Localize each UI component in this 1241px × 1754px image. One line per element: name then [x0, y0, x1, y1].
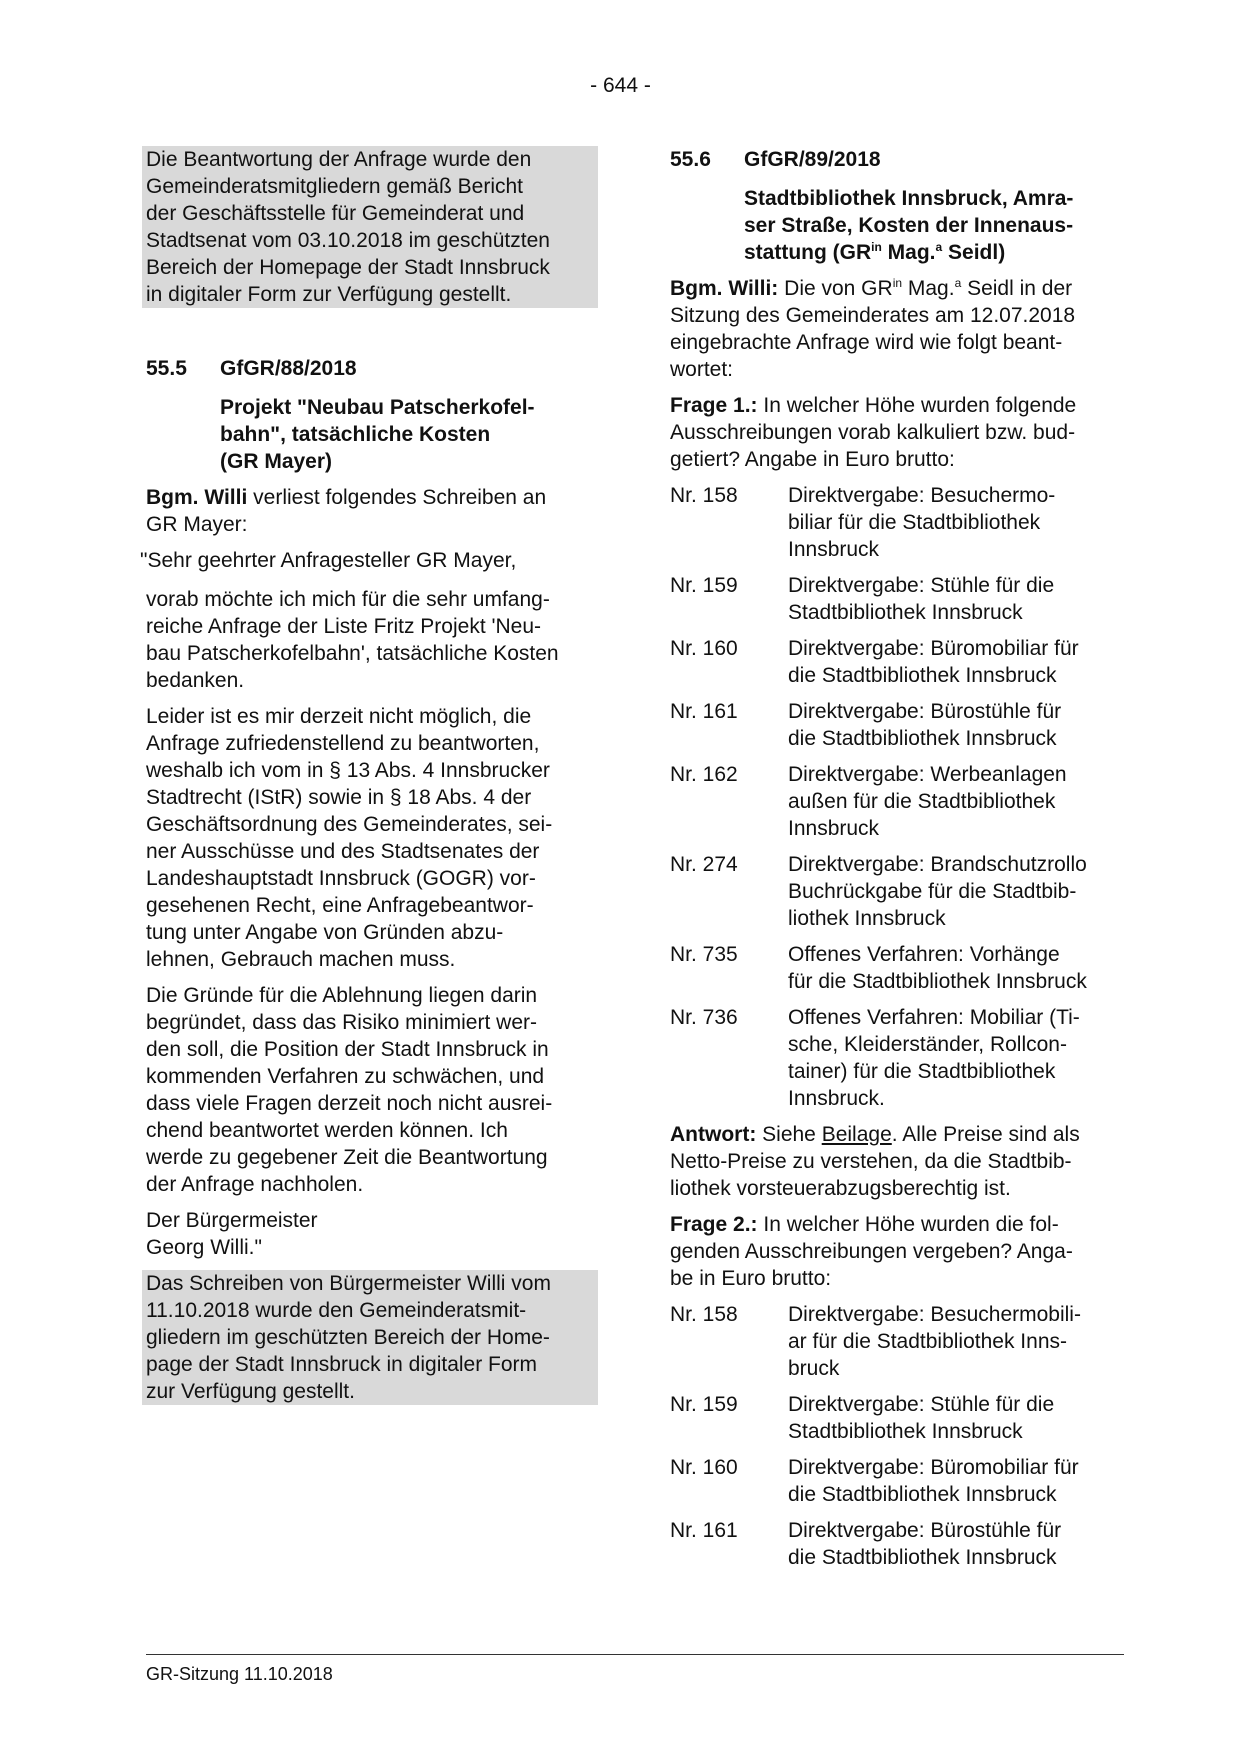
text-line: stattung ($GR^{in}$ Mag.$^a$ Seidl): [744, 240, 1006, 264]
speaker-intro: [146, 484, 598, 538]
item-code: Nr. 162: [670, 763, 738, 786]
text-line: lehnen, Gebrauch machen muss.: [146, 948, 456, 971]
question-label: Frage 1.:: [670, 394, 758, 417]
text-line: GR Mayer:: [146, 513, 248, 536]
text-line: 11.10.2018 wurde den Gemeinderatsmit-: [146, 1299, 527, 1322]
text-line: tung unter Angabe von Gründen abzu-: [146, 921, 504, 944]
text-line: vorab möchte ich mich für die sehr umfang-: [146, 588, 550, 611]
paragraph-refusal: [146, 703, 598, 973]
text-line: in digitaler Form zur Verfügung gestellt.: [146, 283, 512, 306]
text-line: Stadtrecht (IStR) sowie in § 18 Abs. 4 der: [146, 786, 532, 809]
text-line: ner Ausschüsse und des Stadtsenates der: [146, 840, 540, 863]
text-line: Die Beantwortung der Anfrage wurde den: [146, 148, 532, 171]
item-code: Nr. 274: [670, 853, 738, 876]
text-line: liothek vorsteuerabzugsberechtig ist.: [670, 1177, 1011, 1200]
item-code: Nr. 160: [670, 637, 738, 660]
list-item: Nr. 160 Direktvergabe: Büromobiliar für die Stadtbibliothek Innsbruck: [670, 637, 1079, 687]
text-line: bahn", tatsächliche Kosten: [220, 423, 491, 446]
text-line: Bereich der Homepage der Stadt Innsbruck: [146, 256, 550, 279]
section-code: GfGR/89/2018: [744, 148, 881, 171]
text-line: gliedern im geschützten Bereich der Home-: [146, 1326, 550, 1349]
list-item: Nr. 161 Direktvergabe: Bürostühle für die Stadtbibliothek Innsbruck: [670, 1519, 1062, 1569]
paragraph-thanks: [146, 586, 598, 694]
page-number: - 644 -: [590, 74, 651, 97]
text-line: Die Gründe für die Ablehnung liegen darin: [146, 984, 538, 1007]
section-heading-55-6: [670, 146, 1122, 173]
intro-shaded-note: [142, 146, 598, 308]
text-line: verliest folgendes Schreiben an: [247, 486, 547, 509]
text-line: begründet, dass das Risiko minimiert wer-: [146, 1011, 537, 1034]
item-code: Nr. 158: [670, 1303, 738, 1326]
list-item: Nr. 274 Direktvergabe: Brandschutzrollo Buchrückgabe für die Stadtbib- liothek Innsbruck: [670, 853, 1087, 930]
text-line: zur Verfügung gestellt.: [146, 1380, 355, 1403]
text-line: Sitzung des Gemeinderates am 12.07.2018: [670, 304, 1076, 327]
text-line: Stadtbibliothek Innsbruck, Amra-: [744, 187, 1074, 210]
text-line: Netto-Preise zu verstehen, da die Stadtbib-: [670, 1150, 1072, 1173]
section-number: 55.6: [670, 148, 711, 171]
text-line: Georg Willi.": [146, 1236, 262, 1259]
section-number: 55.5: [146, 357, 187, 380]
text-line: Gemeinderatsmitgliedern gemäß Bericht: [146, 175, 523, 198]
answer-1: Antwort: Siehe Beilage. Alle Preise sind als Netto-Preise zu verstehen, da die Stadtbib- liothek vorsteuerabzugsberechtig ist.: [670, 1121, 1122, 1202]
left-column: [140, 146, 598, 1405]
outro-shaded-note: [142, 1270, 598, 1405]
text-line: be in Euro brutto:: [670, 1267, 832, 1290]
text-line: genden Ausschreibungen vergeben? Anga-: [670, 1240, 1073, 1263]
answer-label: Antwort:: [670, 1123, 757, 1146]
speaker-name: Bgm. Willi: [146, 486, 248, 509]
list-item: Nr. 159 Direktvergabe: Stühle für die Stadtbibliothek Innsbruck: [670, 1393, 1055, 1443]
text-line: kommenden Verfahren zu schwächen, und: [146, 1065, 545, 1088]
text-line: Der Bürgermeister: [146, 1209, 318, 1232]
section-title: [744, 185, 1122, 266]
text-line: eingebrachte Anfrage wird wie folgt beant-: [670, 331, 1063, 354]
text-line: Anfrage zufriedenstellend zu beantworten,: [146, 732, 540, 755]
text-line: wortet:: [670, 358, 734, 381]
item-code: Nr. 161: [670, 1519, 738, 1542]
text-line: der Anfrage nachholen.: [146, 1173, 364, 1196]
text-line: getiert? Angabe in Euro brutto:: [670, 448, 955, 471]
right-column: [670, 146, 1122, 1571]
list-item: Nr. 159 Direktvergabe: Stühle für die Stadtbibliothek Innsbruck: [670, 574, 1055, 624]
footer-rule: [146, 1654, 1124, 1655]
text-line: Geschäftsordnung des Gemeinderates, sei-: [146, 813, 553, 836]
text-line: Ausschreibungen vorab kalkuliert bzw. bud-: [670, 421, 1076, 444]
section-code: GfGR/88/2018: [220, 357, 357, 380]
item-code: Nr. 160: [670, 1456, 738, 1479]
question-2-items: [670, 1292, 1122, 1571]
text-line: Das Schreiben von Bürgermeister Willi vom: [146, 1272, 551, 1295]
item-code: Nr. 736: [670, 1006, 738, 1029]
list-item: Nr. 735 Offenes Verfahren: Vorhänge für die Stadtbibliothek Innsbruck: [670, 943, 1087, 993]
speaker-name: Bgm. Willi:: [670, 277, 779, 300]
item-code: Nr. 735: [670, 943, 738, 966]
paragraph-reasons: [146, 982, 598, 1198]
item-code: Nr. 159: [670, 574, 738, 597]
text-line: dass viele Fragen derzeit noch nicht ausrei-: [146, 1092, 553, 1115]
list-item: Nr. 161 Direktvergabe: Bürostühle für die Stadtbibliothek Innsbruck: [670, 700, 1062, 750]
text-line: den soll, die Position der Stadt Innsbruck in: [146, 1038, 549, 1061]
attachment-link[interactable]: Beilage: [821, 1123, 892, 1146]
question-2: Frage 2.: In welcher Höhe wurden die fol- genden Ausschreibungen vergeben? Anga- be in Euro brutto:: [670, 1211, 1122, 1292]
text-line: gesehenen Recht, eine Anfragebeantwor-: [146, 894, 534, 917]
text-line: ser Straße, Kosten der Innenaus-: [744, 214, 1074, 237]
section-title: [220, 394, 598, 475]
text-line: weshalb ich vom in § 13 Abs. 4 Innsbrucker: [146, 759, 550, 782]
question-1-items: [670, 473, 1122, 1112]
list-item: Nr. 160 Direktvergabe: Büromobiliar für die Stadtbibliothek Innsbruck: [670, 1456, 1079, 1506]
question-label: Frage 2.:: [670, 1213, 758, 1236]
text-line: bedanken.: [146, 669, 245, 692]
text-line: der Geschäftsstelle für Gemeinderat und: [146, 202, 525, 225]
list-item: Nr. 158 Direktvergabe: Besuchermobili- ar für die Stadtbibliothek Inns- bruck: [670, 1303, 1081, 1380]
text-line: Leider ist es mir derzeit nicht möglich, die: [146, 705, 532, 728]
text-line: Landeshauptstadt Innsbruck (GOGR) vor-: [146, 867, 536, 890]
text-line: chend beantwortet werden können. Ich: [146, 1119, 508, 1142]
item-code: Nr. 161: [670, 700, 738, 723]
text-line: reiche Anfrage der Liste Fritz Projekt 'Neu-: [146, 615, 542, 638]
signature: [146, 1207, 598, 1261]
section-heading-55-5: [146, 355, 598, 382]
footer-text: GR-Sitzung 11.10.2018: [146, 1664, 333, 1684]
salutation: "Sehr geehrter Anfragesteller GR Mayer,: [140, 549, 517, 572]
speaker-intro: Bgm. Willi: Die von $GR^{in}$ Mag.$^a$ Seidl in der Sitzung des Gemeinderates am 12.07.2018 eingebrachte Anfrage wird wie folgt beant- wortet:: [670, 275, 1122, 383]
text-line: Projekt "Neubau Patscherkofel-: [220, 396, 535, 419]
list-item: Nr. 158 Direktvergabe: Besuchermo- biliar für die Stadtbibliothek Innsbruck: [670, 484, 1056, 561]
text-line: (GR Mayer): [220, 450, 333, 473]
list-item: Nr. 162 Direktvergabe: Werbeanlagen außen für die Stadtbibliothek Innsbruck: [670, 763, 1067, 840]
text-line: bau Patscherkofelbahn', tatsächliche Kosten: [146, 642, 559, 665]
item-code: Nr. 158: [670, 484, 738, 507]
question-1: Frage 1.: In welcher Höhe wurden folgende Ausschreibungen vorab kalkuliert bzw. bud- getiert? Angabe in Euro brutto:: [670, 392, 1122, 473]
text-line: werde zu gegebener Zeit die Beantwortung: [146, 1146, 548, 1169]
text-line: Stadtsenat vom 03.10.2018 im geschützten: [146, 229, 550, 252]
list-item: Nr. 736 Offenes Verfahren: Mobiliar (Ti- sche, Kleiderständer, Rollcon- tainer) für die Stadtbibliothek Innsbruck.: [670, 1006, 1080, 1110]
item-code: Nr. 159: [670, 1393, 738, 1416]
text-line: page der Stadt Innsbruck in digitaler Form: [146, 1353, 538, 1376]
